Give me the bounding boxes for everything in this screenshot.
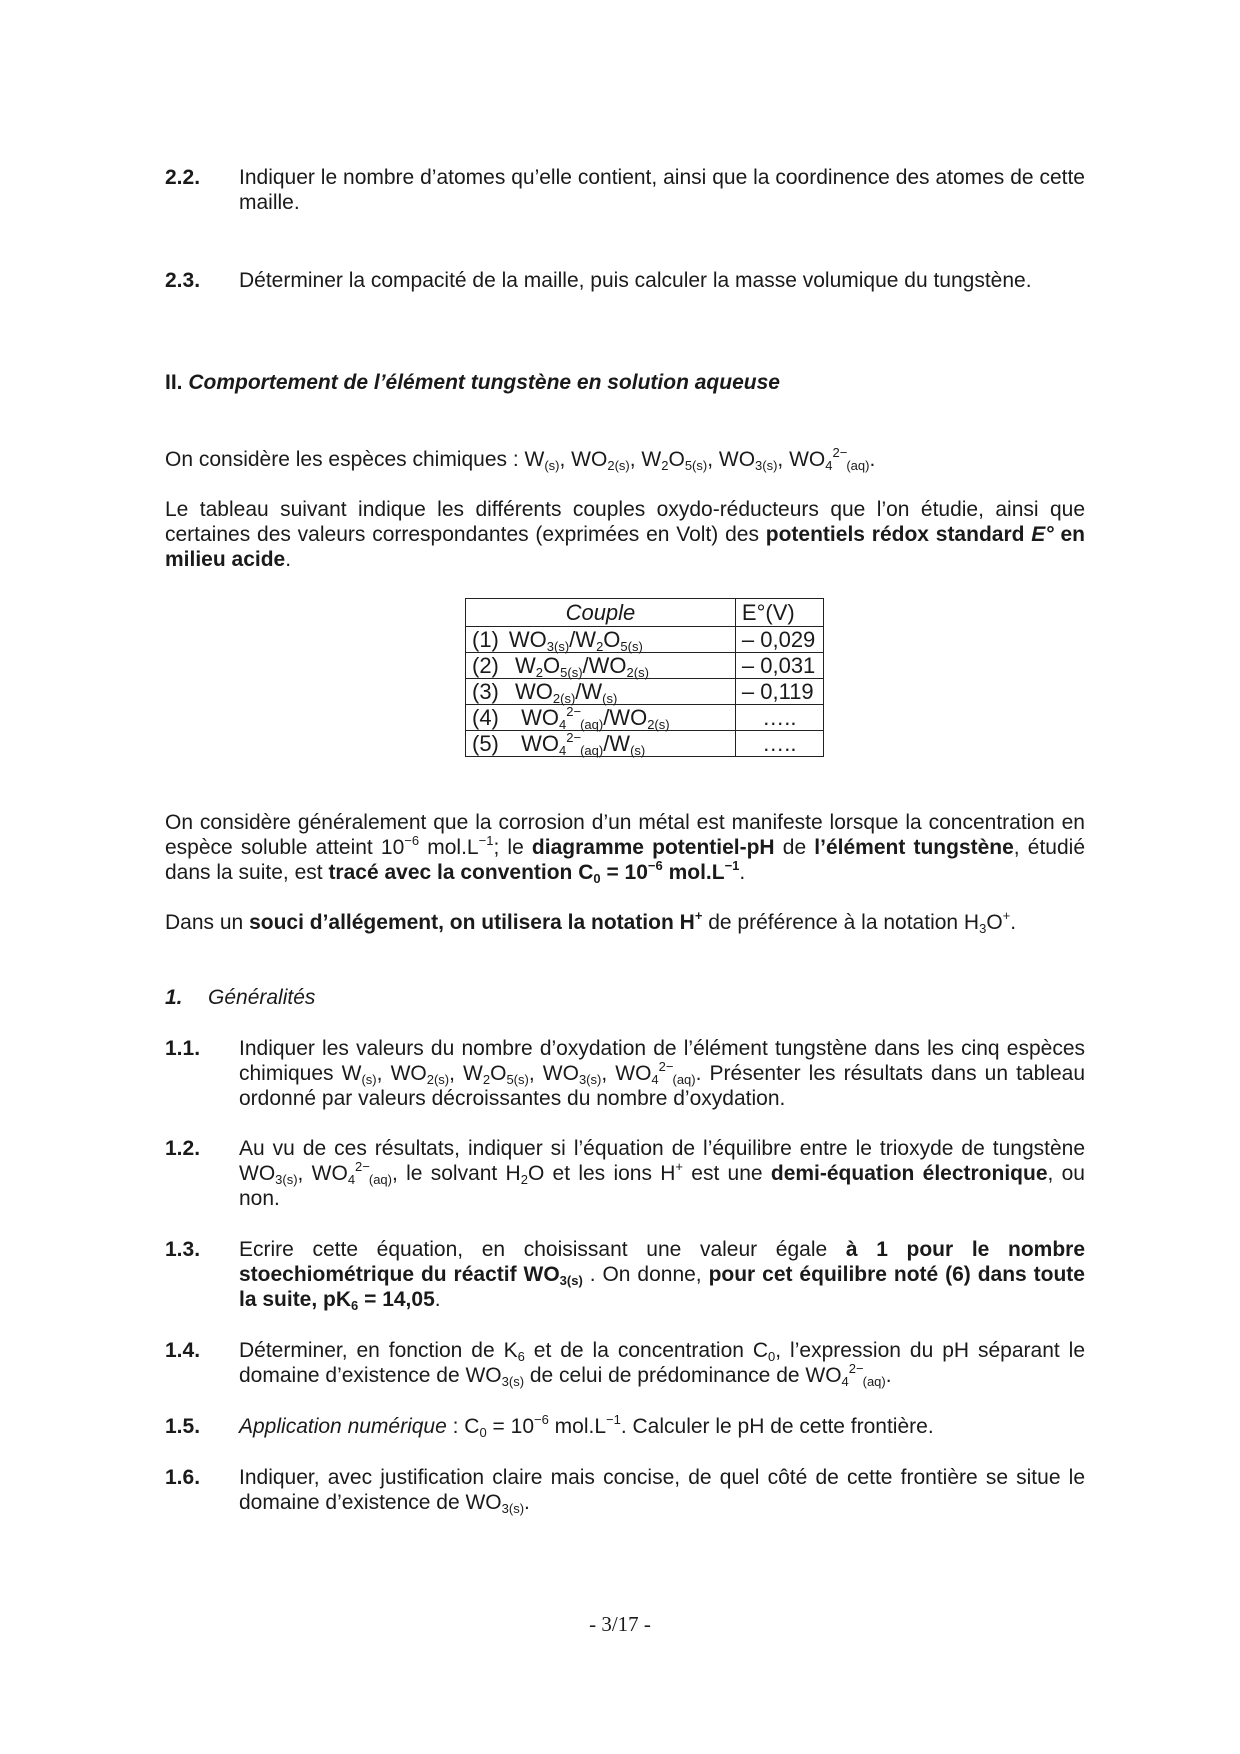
section-number: II. xyxy=(165,371,183,394)
row-potential: – 0,031 xyxy=(735,653,823,679)
table-header-row xyxy=(466,599,824,627)
table-row xyxy=(466,653,824,679)
subsection-title: Généralités xyxy=(208,986,316,1009)
table-intro-paragraph: Le tableau suivant indique les différents couples oxydo-réducteurs que l’on étudie, ainsi que certaines des valeurs correspondantes (exprimées en Volt) des potentiels rédox standard E° en milieu acide. xyxy=(165,498,1085,571)
row-potential: – 0,029 xyxy=(735,627,823,653)
row-couple: $WO_4^{2-}_{(aq)}/WO_{2(s)}$ xyxy=(503,705,736,731)
section-title: Comportement de l’élément tungstène en solution aqueuse xyxy=(188,371,780,394)
corrosion-paragraph: On considère généralement que la corrosion d’un métal est manifeste lorsque la concentration en espèce soluble atteint $10^{-6}$ $mol.L^{-1}$; le diagramme potentiel-pH de l’élément tungstène, étudié dans la suite, est tracé avec la convention $C_0 = 10^{-6}$ $mol.L^{-1}$. xyxy=(165,811,1085,886)
row-potential: ….. xyxy=(735,731,823,757)
question-number: 1.3. xyxy=(165,1238,201,1261)
table-intro-bold2: en milieu acide xyxy=(165,523,1085,571)
question-text: Ecrire cette équation, en choisissant une valeur égale à 1 pour le nombre stoechiométrique du réactif $WO_{3(s)}$ . On donne, pour cet équilibre noté (6) dans toute la suite, $pK_6 = 14,05$. xyxy=(239,1238,1085,1313)
row-couple: $WO_{3(s)}/W_2O_{5(s)}$ xyxy=(503,627,736,653)
question-number: 1.1. xyxy=(165,1037,201,1060)
question-number: 1.2. xyxy=(165,1137,201,1160)
species-paragraph: On considère les espèces chimiques : $W_{(s)}$, $WO_{2(s)}$, $W_2O_{5(s)}$, $WO_{3(s)}$, $WO_4^{2-}_{(aq)}$. xyxy=(165,445,876,473)
table-row xyxy=(466,679,824,705)
page-number: - 3/17 - xyxy=(589,1612,651,1636)
row-index: (3) xyxy=(466,679,503,705)
row-potential: ….. xyxy=(735,705,823,731)
row-index: (1) xyxy=(466,627,503,653)
subsection-number: 1. xyxy=(165,986,183,1009)
row-couple: $WO_{2(s)}/W_{(s)}$ xyxy=(503,679,736,705)
table-intro-e: E° xyxy=(1031,523,1054,546)
question-text: Indiquer, avec justification claire mais concise, de quel côté de cette frontière se situe le domaine d’existence de $WO_{3(s)}$. xyxy=(239,1466,1085,1516)
notation-paragraph: Dans un souci d’allégement, on utilisera la notation H+ de préférence à la notation $H_3O^+$. xyxy=(165,908,1017,936)
question-text: Déterminer la compacité de la maille, puis calculer la masse volumique du tungstène. xyxy=(239,269,1032,292)
row-index: (5) xyxy=(466,731,503,757)
table-intro-bold: potentiels rédox standard xyxy=(765,523,1025,546)
header-e: E°(V) xyxy=(735,599,823,627)
section-heading xyxy=(165,370,1085,395)
question-text: Indiquer les valeurs du nombre d’oxydation de l’élément tungstène dans les cinq espèces chimiques $W_{(s)}$, $WO_{2(s)}$, $W_2O_{5(s)}$, $WO_{3(s)}$, $WO_4^{2-}_{(aq)}$. Présenter les résultats dans un tableau ordonné par valeurs décroissantes du nombre d’oxydation. xyxy=(239,1037,1086,1110)
table-row xyxy=(466,731,824,757)
header-couple: Couple xyxy=(466,599,736,627)
redox-couples-table xyxy=(465,598,824,757)
question-number: 1.4. xyxy=(165,1339,201,1362)
row-index: (2) xyxy=(466,653,503,679)
question-number: 2.3. xyxy=(165,269,201,292)
row-couple: $WO_4^{2-}_{(aq)}/W_{(s)}$ xyxy=(503,731,736,757)
table-row xyxy=(466,627,824,653)
question-text: Application numérique : $C_0 = 10^{-6}$ $mol.L^{-1}$. Calculer le pH de cette frontière. xyxy=(239,1412,934,1440)
row-couple: $W_2O_{5(s)}/WO_{2(s)}$ xyxy=(503,653,736,679)
question-number: 2.2. xyxy=(165,166,201,189)
table-row xyxy=(466,705,824,731)
row-index: (4) xyxy=(466,705,503,731)
question-text: Indiquer le nombre d’atomes qu’elle contient, ainsi que la coordinence des atomes de cette maille. xyxy=(239,166,1085,214)
question-text: Au vu de ces résultats, indiquer si l’équation de l’équilibre entre le trioxyde de tungstène $WO_{3(s)}$, $WO_4^{2-}_{(aq)}$, le solvant $H_2O$ et les ions H+ est une demi-équation électronique, ou non. xyxy=(239,1137,1085,1210)
question-text: Déterminer, en fonction de $K_6$ et de la concentration $C_0$, l’expression du pH séparant le domaine d’existence de $WO_{3(s)}$ de celui de prédominance de $WO_4^{2-}_{(aq)}$. xyxy=(239,1339,1086,1389)
species-intro: On considère les espèces chimiques : xyxy=(165,448,519,471)
question-number: 1.5. xyxy=(165,1415,201,1438)
table-intro-text: Le tableau suivant indique les différents couples oxydo-réducteurs que l’on étudie, ainsi que certaines des valeurs correspondantes (exprimées en Volt) des xyxy=(165,498,1085,546)
question-number: 1.6. xyxy=(165,1466,201,1489)
row-potential: – 0,119 xyxy=(735,679,823,705)
